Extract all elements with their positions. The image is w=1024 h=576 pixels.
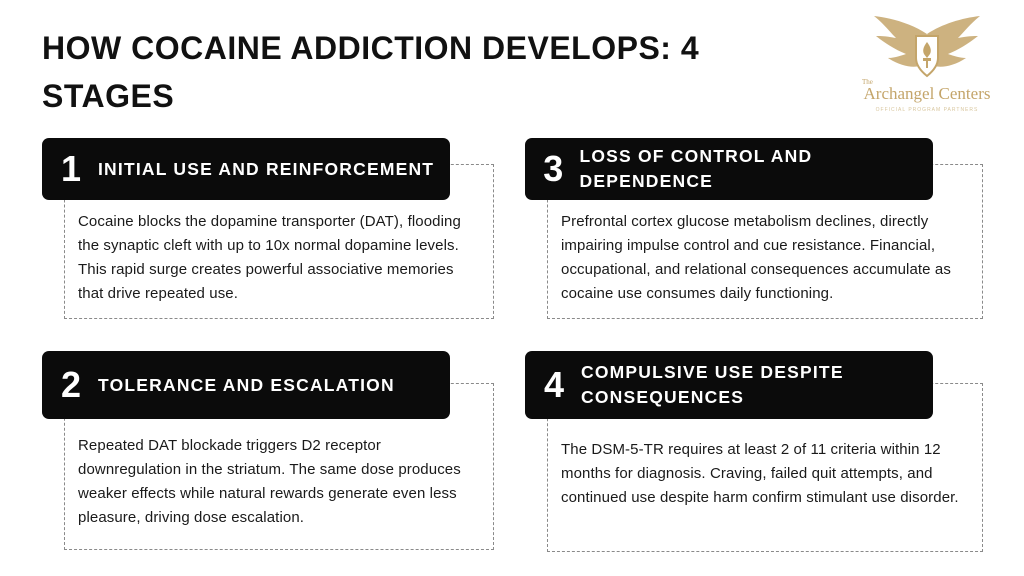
stage-header [42, 351, 450, 419]
logo-name: Archangel Centers [863, 84, 991, 103]
stage-description: Repeated DAT blockade triggers D2 receptor downregulation in the striatum. The same dose produces weaker effects while natural rewards generate even less pleasure, driving dose escalation. [78, 437, 461, 526]
stage-number: 3 [543, 148, 564, 189]
logo-prefix: The [862, 78, 873, 86]
stage-description: The DSM-5-TR requires at least 2 of 11 criteria within 12 months for diagnosis. Craving, failed quit attempts, and continued use despite harm confirm stimulant use disorder. [561, 441, 959, 506]
stage-title: INITIAL USE AND REINFORCEMENT [98, 158, 435, 179]
stage-description: Prefrontal cortex glucose metabolism declines, directly impairing impulse control and cue resistance. Financial, occupational, and relational consequences accumulate as cocaine use consumes daily functioning. [561, 213, 951, 302]
winged-crest-icon [872, 14, 982, 80]
stage-header [525, 351, 933, 419]
stage-title: LOSS OF CONTROL AND DEPENDENCE [579, 146, 813, 191]
stage-number: 2 [60, 364, 82, 405]
archangel-centers-logo [852, 14, 1002, 124]
stage-title: COMPULSIVE USE DESPITE CONSEQUENCES [581, 362, 844, 407]
stage-header [42, 138, 450, 200]
stage-number: 1 [60, 148, 82, 189]
stage-description: Cocaine blocks the dopamine transporter (DAT), flooding the synaptic cleft with up to 10x normal dopamine levels. This rapid surge creates powerful associative memories that drive repeated use. [78, 213, 461, 302]
logo-tagline: OFFICIAL PROGRAM PARTNERS [875, 107, 979, 113]
stage-header [525, 138, 933, 200]
stage-number: 4 [543, 364, 565, 405]
page-title: HOW COCAINE ADDICTION DEVELOPS: 4 STAGES [42, 30, 700, 114]
stage-title: TOLERANCE AND ESCALATION [98, 374, 395, 395]
